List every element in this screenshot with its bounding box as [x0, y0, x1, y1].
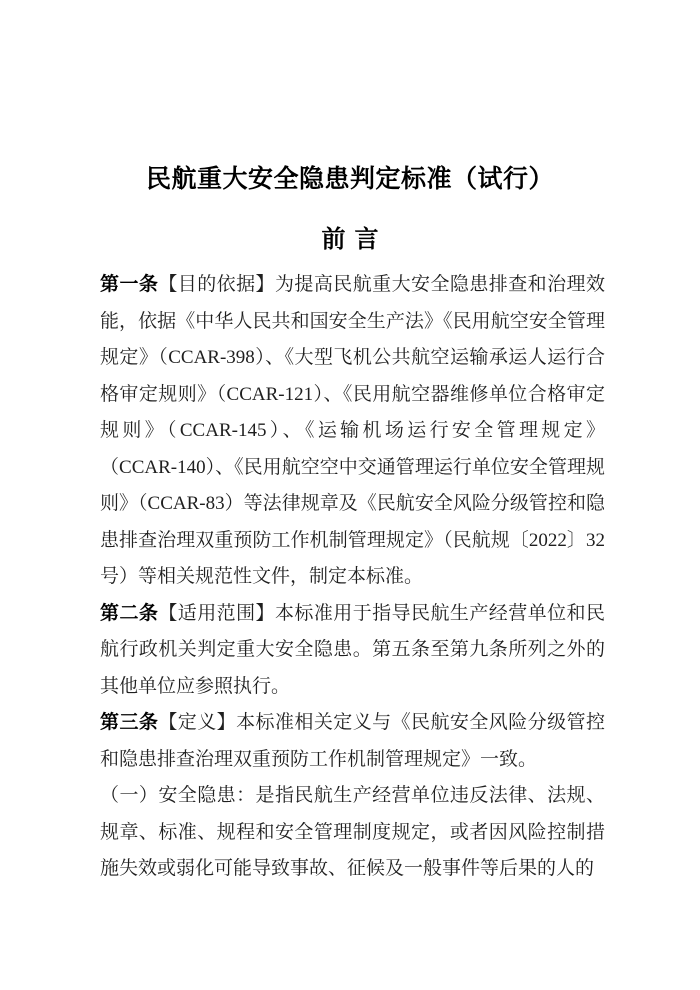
paragraph-item-1	[100, 778, 605, 888]
paragraph-text: 【目的依据】为提高民航重大安全隐患排查和治理效能，依据《中华人民共和国安全生产法》《民用航空安全管理规定》（CCAR-398）、《大型飞机公共航空运输承运人运行合格审定规则》（CCAR-121）、《民用航空器维修单位合格审定规则》（CCAR-145）、《运输机场运行安全管理规定》（CCAR-140）、《民用航空空中交通管理运行单位安全管理规则》（CCAR-83）等法律规章及《民航安全风险分级管控和隐患排查治理双重预防工作机制管理规定》（民航规〔2022〕32号）等相关规范性文件，制定本标准。	[100, 274, 605, 587]
paragraph-article-3	[100, 705, 605, 778]
paragraph-text: 【适用范围】本标准用于指导民航生产经营单位和民航行政机关判定重大安全隐患。第五条至第九条所列之外的其他单位应参照执行。	[100, 602, 605, 697]
paragraph-article-2	[100, 596, 605, 706]
paragraph-text: 【定义】本标准相关定义与《民航安全风险分级管控和隐患排查治理双重预防工作机制管理规定》一致。	[100, 712, 605, 770]
paragraph-lead: 第三条	[100, 712, 159, 733]
paragraph-article-1	[100, 267, 605, 596]
paragraph-lead: 第一条	[100, 274, 159, 295]
paragraph-lead: 第二条	[100, 602, 159, 624]
paragraph-text: （一）安全隐患：是指民航生产经营单位违反法律、法规、规章、标准、规程和安全管理制度规定，或者因风险控制措施失效或弱化可能导致事故、征候及一般事件等后果的人的	[100, 785, 605, 879]
document-body	[100, 267, 605, 888]
document-title: 民航重大安全隐患判定标准（试行）	[145, 165, 554, 193]
section-heading-preface: 前言	[321, 226, 388, 253]
